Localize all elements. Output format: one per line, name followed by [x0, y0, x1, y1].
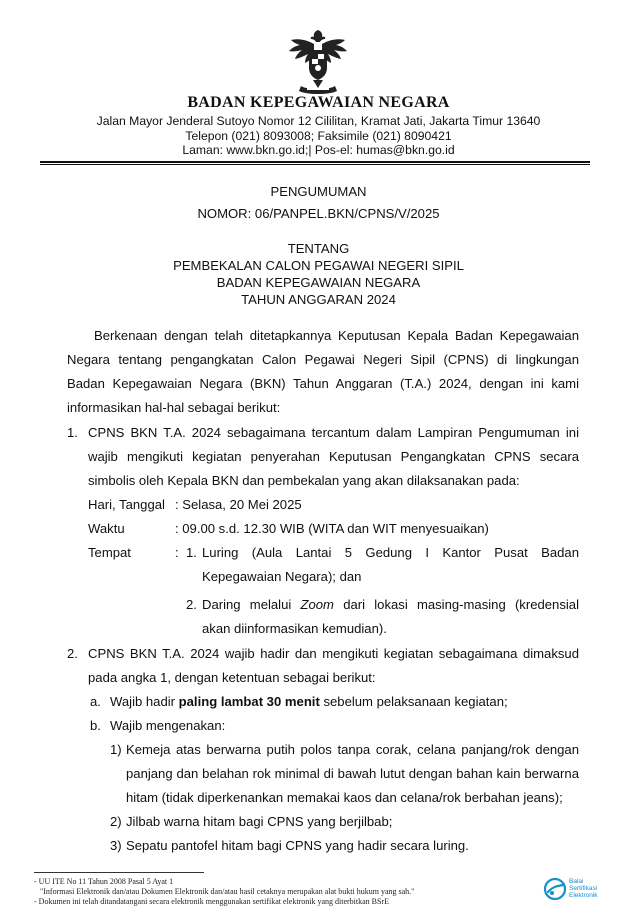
bsre-logo-icon [543, 877, 567, 901]
intro-line: Berkenaan dengan telah ditetapkannya Keputusan Kepala Badan Kepegawaian [94, 328, 579, 343]
header-divider-thin [40, 164, 590, 165]
item-1-line: simbolis oleh Kepala BKN dan pembekalan yang akan dilaksanakan pada: [88, 473, 520, 488]
time-value: : 09.00 s.d. 12.30 WIB (WITA dan WIT menyesuaikan) [175, 521, 489, 536]
intro-line: informasikan hal-hal sebagai berikut: [67, 400, 281, 415]
item-number: 2. [67, 646, 78, 661]
sub-2-text: Jilbab warna hitam bagi CPNS yang berjilbab; [126, 814, 393, 829]
footer-law: - UU ITE No 11 Tahun 2008 Pasal 5 Ayat 1 [34, 877, 174, 886]
agency-phone: Telepon (021) 8093008; Faksimile (021) 8090421 [185, 129, 452, 143]
sub-a-text: Wajib hadir paling lambat 30 menit sebelum pelaksanaan kegiatan; [110, 694, 508, 709]
place-label: Tempat [88, 545, 131, 560]
intro-paragraph [67, 324, 579, 420]
sub-1-number: 1) [110, 742, 122, 757]
agency-web: Laman: www.bkn.go.id;| Pos-el: humas@bkn.go.id [182, 143, 455, 157]
place-1-number: 1. [186, 545, 197, 560]
sub-1-line: hitam (tidak diperkenankan memakai kaos dan celana/rok berbahan jeans); [126, 790, 563, 805]
bsre-label: Balai Sertifikasi Elektronik [569, 878, 598, 899]
item-1-line: wajib mengikuti kegiatan penyerahan Keputusan Pengangkatan CPNS secara [88, 449, 579, 464]
sub-b-text: Wajib mengenakan: [110, 718, 226, 733]
place-1-line: Luring (Aula Lantai 5 Gedung I Kantor Pusat Badan [202, 545, 579, 560]
place-2-text [202, 593, 579, 641]
item-2-line: CPNS BKN T.A. 2024 wajib hadir dan mengikuti kegiatan sebagaimana dimaksud [88, 646, 579, 661]
place-2-line: Daring melalui Zoom dari lokasi masing-masing (kredensial [202, 597, 579, 612]
sub-b-number: b. [90, 718, 101, 733]
header-divider [40, 161, 590, 163]
footer-quote: "Informasi Elektronik dan/atau Dokumen Elektronik dan/atau hasil cetaknya merupakan alat bukti hukum yang sah." [40, 887, 415, 896]
doc-about: TENTANG [287, 241, 350, 256]
item-2-line: pada angka 1, dengan ketentuan sebagai berikut: [88, 670, 376, 685]
intro-line: Badan Kepegawaian Negara (BKN) Tahun Anggaran (T.A.) 2024, dengan ini kami [67, 376, 579, 391]
sub-2-number: 2) [110, 814, 122, 829]
agency-name: BADAN KEPEGAWAIAN NEGARA [187, 94, 450, 111]
sub-1-text [126, 738, 579, 810]
garuda-emblem-icon [285, 28, 351, 96]
doc-subject-line: TAHUN ANGGARAN 2024 [241, 292, 396, 307]
item-1-text [88, 421, 579, 493]
place-colon: : [175, 545, 179, 560]
place-2-line: akan diinformasikan kemudian). [202, 621, 387, 636]
doc-number: NOMOR: 06/PANPEL.BKN/CPNS/V/2025 [197, 206, 440, 221]
zoom-italic: Zoom [300, 597, 334, 612]
item-1-line: CPNS BKN T.A. 2024 sebagaimana tercantum dalam Lampiran Pengumuman ini [88, 425, 579, 440]
date-label: Hari, Tanggal [88, 497, 165, 512]
sub-1-line: Kemeja atas berwarna putih polos tanpa corak, celana panjang/rok dengan [126, 742, 579, 757]
sub-a-number: a. [90, 694, 101, 709]
place-1-line: Kepegawaian Negara); dan [202, 569, 362, 584]
sub-3-text: Sepatu pantofel hitam bagi CPNS yang hadir secara luring. [126, 838, 469, 853]
doc-type: PENGUMUMAN [270, 184, 367, 199]
deadline-bold: paling lambat 30 menit [178, 694, 320, 709]
intro-line: Negara tentang pengangkatan Calon Pegawai Negeri Sipil (CPNS) di lingkungan [67, 352, 579, 367]
date-value: : Selasa, 20 Mei 2025 [175, 497, 302, 512]
place-2-number: 2. [186, 597, 197, 612]
sub-3-number: 3) [110, 838, 122, 853]
agency-address: Jalan Mayor Jenderal Sutoyo Nomor 12 Cililitan, Kramat Jati, Jakarta Timur 13640 [96, 114, 541, 128]
sub-1-line: panjang dan belahan rok minimal di bawah lutut dengan bahan kain berwarna [126, 766, 579, 781]
footer-signature-note: - Dokumen ini telah ditandatangani secara elektronik menggunakan sertifikat elektronik yang diterbitkan BSrE [34, 897, 390, 906]
time-label: Waktu [88, 521, 125, 536]
doc-subject-line: BADAN KEPEGAWAIAN NEGARA [216, 275, 421, 290]
footer-rule [34, 872, 204, 873]
doc-subject-line: PEMBEKALAN CALON PEGAWAI NEGERI SIPIL [173, 258, 464, 273]
item-2-text [88, 642, 579, 690]
place-1-text [202, 541, 579, 589]
item-number: 1. [67, 425, 78, 440]
